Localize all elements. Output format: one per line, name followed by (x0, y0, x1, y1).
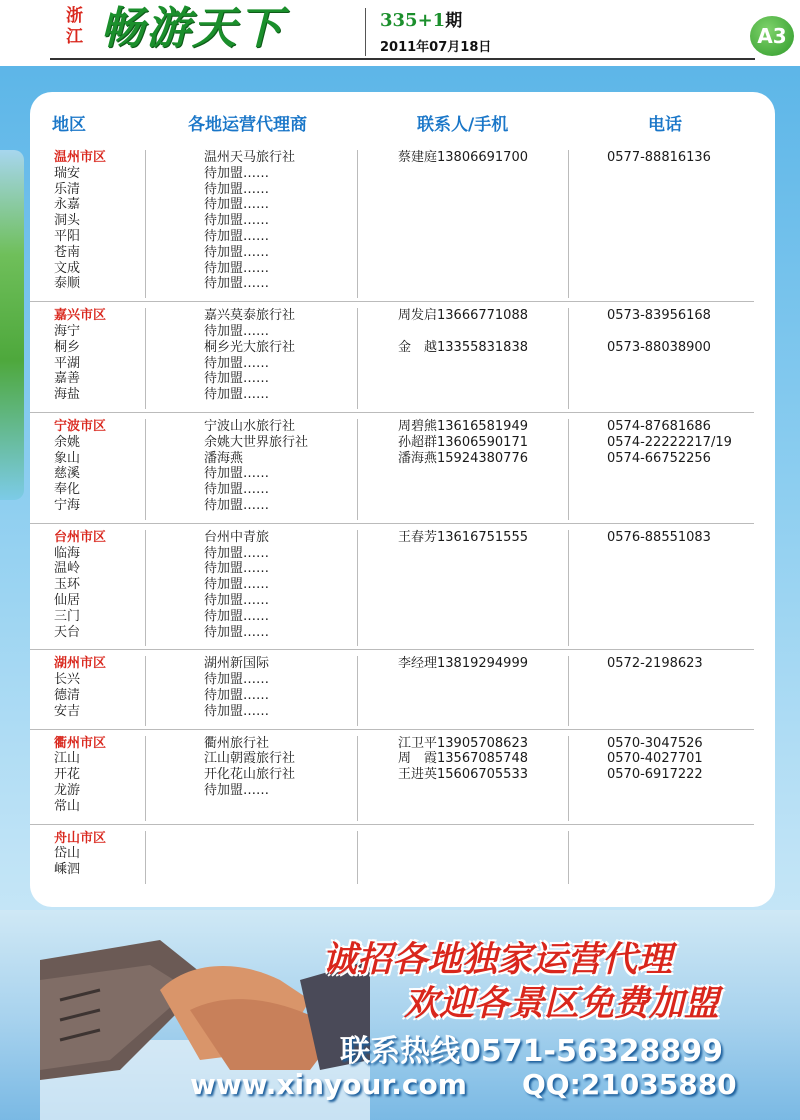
county-name: 余姚 (54, 434, 81, 450)
phone-cell (607, 656, 777, 672)
county-name: 开花 (54, 767, 81, 783)
agent-name: 嘉兴莫泰旅行社 (204, 308, 296, 324)
agent-cell (204, 530, 384, 641)
masthead-title: 畅游天下 (100, 3, 284, 54)
county-name: 文成 (54, 260, 81, 276)
column-header-agent: 各地运营代理商 (188, 115, 307, 135)
agent-cell (204, 308, 384, 403)
website: www.xinyour.com (190, 1068, 467, 1101)
agent-name: 衢州旅行社 (204, 735, 270, 751)
agent-name: 待加盟…… (204, 197, 270, 213)
city-name: 舟山市区 (54, 830, 107, 846)
phone-number: 0572-2198623 (607, 656, 703, 672)
region-cell (54, 656, 154, 719)
phone-number: 0573-88038900 (607, 339, 711, 355)
county-name: 平阳 (54, 228, 81, 244)
agent-name: 待加盟…… (204, 213, 270, 229)
agent-name: 待加盟…… (204, 228, 270, 244)
region-group (30, 825, 775, 888)
agent-directory-card (30, 92, 775, 907)
phone-number: 0577-88816136 (607, 150, 711, 165)
region-cell (54, 530, 154, 641)
county-name: 嘉善 (54, 371, 81, 387)
region-cell (54, 308, 154, 403)
contact-cell (398, 736, 583, 783)
column-divider (568, 530, 569, 647)
region-group (30, 144, 775, 302)
recruitment-banner (0, 910, 800, 1120)
county-name: 温岭 (54, 561, 81, 577)
region-cell (54, 831, 154, 878)
contact-person: 蔡建庭13806691700 (398, 150, 528, 165)
agent-cell (204, 736, 384, 799)
county-name: 江山 (54, 751, 81, 767)
county-name: 安吉 (54, 703, 81, 719)
agent-name: 待加盟…… (204, 482, 270, 498)
county-name: 长兴 (54, 672, 81, 688)
city-name: 台州市区 (54, 529, 107, 545)
slogan-welcome-scenic: 欢迎各景区免费加盟 (404, 984, 720, 1024)
issue-date: 2011年07月18日 (380, 40, 492, 55)
column-header-region: 地区 (52, 115, 86, 135)
contact-cell (398, 656, 583, 672)
contact-person: 王进英15606705533 (398, 767, 528, 783)
agent-name: 温州天马旅行社 (204, 150, 296, 165)
phone-cell (607, 530, 777, 546)
column-header-contact: 联系人/手机 (417, 115, 509, 135)
page-number-badge: A3 (750, 16, 794, 56)
agent-name: 台州中青旅 (204, 529, 270, 545)
agent-name: 江山朝霞旅行社 (204, 751, 296, 767)
county-name: 嵊泗 (54, 862, 81, 878)
region-group (30, 524, 775, 651)
column-divider (357, 831, 358, 884)
region-group (30, 413, 775, 524)
county-name: 临海 (54, 545, 81, 561)
county-name: 岱山 (54, 846, 81, 862)
agent-cell (204, 419, 384, 514)
agent-name: 待加盟…… (204, 276, 270, 292)
agent-name: 湖州新国际 (204, 656, 270, 672)
agent-name: 待加盟…… (204, 592, 270, 608)
agent-name: 待加盟…… (204, 466, 270, 482)
region-cell (54, 736, 154, 815)
city-name: 湖州市区 (54, 656, 107, 672)
agent-name: 潘海燕 (204, 450, 244, 466)
contact-person: 王春芳13616751555 (398, 529, 528, 545)
phone-cell (607, 150, 777, 166)
county-name: 宁海 (54, 497, 81, 513)
agent-name: 余姚大世界旅行社 (204, 434, 309, 450)
agent-name: 待加盟…… (204, 355, 270, 371)
hotline: 联系热线0571-56328899 (340, 1034, 723, 1069)
agent-name: 桐乡光大旅行社 (204, 339, 296, 355)
county-name: 苍南 (54, 244, 81, 260)
contact-person: 李经理13819294999 (398, 656, 528, 672)
contact-cell (398, 530, 583, 546)
contact-cell (398, 308, 583, 355)
contact-cell (398, 150, 583, 166)
header-divider (365, 8, 366, 56)
contact-person: 潘海燕15924380776 (398, 450, 528, 466)
county-name: 永嘉 (54, 197, 81, 213)
slogan-recruit-agents: 诚招各地独家运营代理 (322, 940, 673, 980)
county-name: 三门 (54, 608, 81, 624)
header-rule (50, 58, 755, 60)
agent-name: 开化花山旅行社 (204, 767, 296, 783)
agent-name: 待加盟…… (204, 260, 270, 276)
agent-name: 待加盟…… (204, 371, 270, 387)
city-name: 衢州市区 (54, 735, 107, 751)
county-name: 常山 (54, 798, 81, 814)
agent-name: 待加盟…… (204, 181, 270, 197)
region-cell (54, 150, 154, 292)
region-group (30, 650, 775, 729)
region-cell (54, 419, 154, 514)
blank-line (398, 324, 583, 340)
agent-name: 待加盟…… (204, 672, 270, 688)
phone-cell (607, 308, 777, 355)
agent-name: 待加盟…… (204, 703, 270, 719)
agent-name: 待加盟…… (204, 782, 270, 798)
agent-name: 待加盟…… (204, 497, 270, 513)
phone-number: 0574-66752256 (607, 450, 711, 466)
blank-line (607, 324, 777, 340)
county-name: 仙居 (54, 592, 81, 608)
agent-cell (204, 150, 384, 292)
agent-name: 待加盟…… (204, 244, 270, 260)
column-divider (568, 831, 569, 884)
page-header (0, 0, 800, 66)
phone-cell (607, 736, 777, 783)
county-name: 桐乡 (54, 339, 81, 355)
agent-name: 待加盟…… (204, 561, 270, 577)
city-name: 嘉兴市区 (54, 308, 107, 324)
phone-number: 0573-83956168 (607, 308, 711, 324)
agent-name: 待加盟…… (204, 624, 270, 640)
county-name: 泰顺 (54, 276, 81, 292)
agent-cell (204, 656, 384, 719)
county-name: 瑞安 (54, 165, 81, 181)
county-name: 平湖 (54, 355, 81, 371)
contact-person: 周 霞13567085748 (398, 751, 528, 767)
agent-name: 待加盟…… (204, 545, 270, 561)
county-name: 乐清 (54, 181, 81, 197)
phone-number: 0576-88551083 (607, 529, 711, 545)
county-name: 奉化 (54, 482, 81, 498)
phone-number: 0570-6917222 (607, 767, 703, 783)
province-label: 浙 江 (66, 6, 83, 47)
contact-person: 孙超群13606590171 (398, 434, 528, 450)
phone-number: 0574-22222217/19 (607, 434, 732, 450)
agent-name: 待加盟…… (204, 608, 270, 624)
county-name: 德清 (54, 687, 81, 703)
region-group (30, 730, 775, 825)
phone-cell (607, 419, 777, 466)
phone-number: 0570-4027701 (607, 751, 703, 767)
county-name: 象山 (54, 450, 81, 466)
city-name: 宁波市区 (54, 419, 107, 434)
column-divider (568, 150, 569, 298)
county-name: 龙游 (54, 782, 81, 798)
qq-number: QQ:21035880 (522, 1068, 737, 1101)
contact-person: 周发启13666771088 (398, 308, 528, 324)
agent-name: 宁波山水旅行社 (204, 419, 296, 434)
agent-name: 待加盟…… (204, 577, 270, 593)
phone-number: 0574-87681686 (607, 419, 711, 434)
phone-number: 0570-3047526 (607, 735, 703, 751)
scenery-photo-strip (0, 150, 24, 500)
county-name: 慈溪 (54, 466, 81, 482)
contact-cell (398, 419, 583, 466)
county-name: 玉环 (54, 577, 81, 593)
contact-person: 周碧熊13616581949 (398, 419, 528, 434)
contact-person: 金 越13355831838 (398, 339, 528, 355)
contact-person: 江卫平13905708623 (398, 735, 528, 751)
issue-number: 335+1期 (380, 10, 463, 31)
agent-name: 待加盟…… (204, 387, 270, 403)
agent-name: 待加盟…… (204, 323, 270, 339)
column-header-phone: 电话 (648, 115, 682, 135)
city-name: 温州市区 (54, 150, 107, 165)
county-name: 海宁 (54, 323, 81, 339)
county-name: 洞头 (54, 213, 81, 229)
agent-name: 待加盟…… (204, 687, 270, 703)
agent-name: 待加盟…… (204, 165, 270, 181)
county-name: 天台 (54, 624, 81, 640)
county-name: 海盐 (54, 387, 81, 403)
region-group (30, 302, 775, 413)
